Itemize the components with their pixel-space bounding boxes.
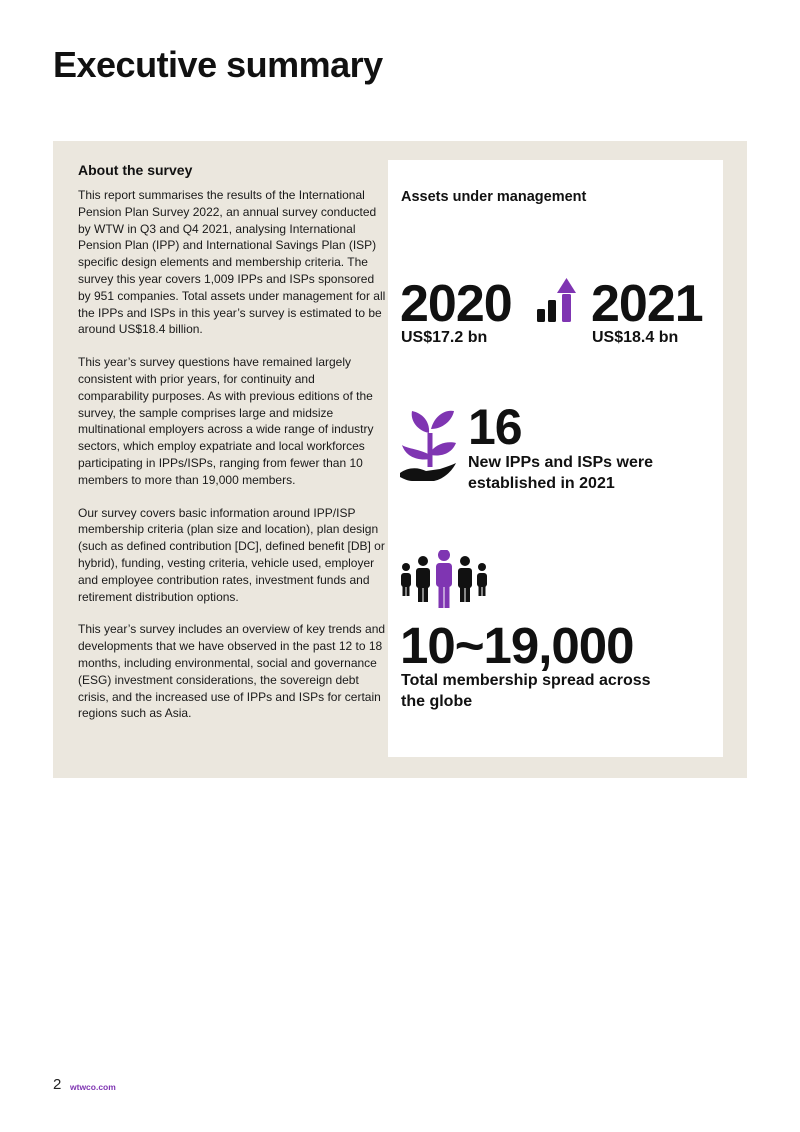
- page-title: Executive summary: [53, 44, 383, 85]
- new-plans-count: 16: [468, 399, 522, 455]
- about-paragraph-3: Our survey covers basic information around IPP/ISP membership criteria (plan size and location), plan design (such as defined contribution [DC], defined benefit [DB] or hybrid), funding, vesting criteria, vehicle used, employer and employee contribution rates, investment funds and retirement distribution options.: [78, 505, 385, 604]
- group-of-people-icon: [401, 550, 487, 617]
- about-paragraph-4: This year’s survey includes an overview of key trends and developments that we have observed in the past 12 to 18 months, including environmental, social and governance (ESG) investment considerations, the sovereign debt crisis, and the increased use of IPPs and ISPs for certain regions such as Asia.: [78, 622, 386, 721]
- about-paragraph-2: This year’s survey questions have remained largely consistent with prior years, for continuity and comparability purposes. As with previous editions of the survey, the sample comprises large and midsize multinational employers across a wide range of industry sectors, which employ expatriate and local workforces participating in IPPs/ISPs, ranging from fewer than 10 members to more than 19,000 members.: [78, 355, 374, 487]
- aum-value-2020: US$17.2 bn: [401, 329, 488, 346]
- bar-chart-up-arrow-icon: [537, 278, 581, 327]
- about-survey-heading: About the survey: [78, 162, 193, 178]
- page-number: 2: [53, 1076, 62, 1093]
- aum-value-2021: US$18.4 bn: [592, 329, 679, 346]
- year-2021: 2021: [591, 275, 703, 333]
- membership-label: Total membership spread across the globe: [401, 672, 651, 710]
- summary-panel: [53, 141, 747, 778]
- footer-site-link[interactable]: wtwco.com: [70, 1082, 116, 1092]
- membership-range: 10~19,000: [400, 617, 634, 674]
- aum-heading: Assets under management: [401, 189, 587, 205]
- year-2020: 2020: [400, 275, 512, 333]
- stats-card: [388, 160, 723, 757]
- plant-in-hand-icon: [400, 405, 458, 490]
- about-survey-section: [78, 162, 386, 738]
- about-paragraph-1: This report summarises the results of the International Pension Plan Survey 2022, an annual survey conducted by WTW in Q3 and Q4 2021, analysing International Pension Plan (IPP) and International Savings Plan (ISP) specific design elements and membership criteria. The survey this year covers 1,009 IPPs and ISPs sponsored by 951 companies. Total assets under management for all the IPPs and ISPs in this year’s survey is estimated to be around US$18.4 billion.: [78, 188, 386, 337]
- new-plans-label: New IPPs and ISPs were established in 2021: [468, 454, 653, 492]
